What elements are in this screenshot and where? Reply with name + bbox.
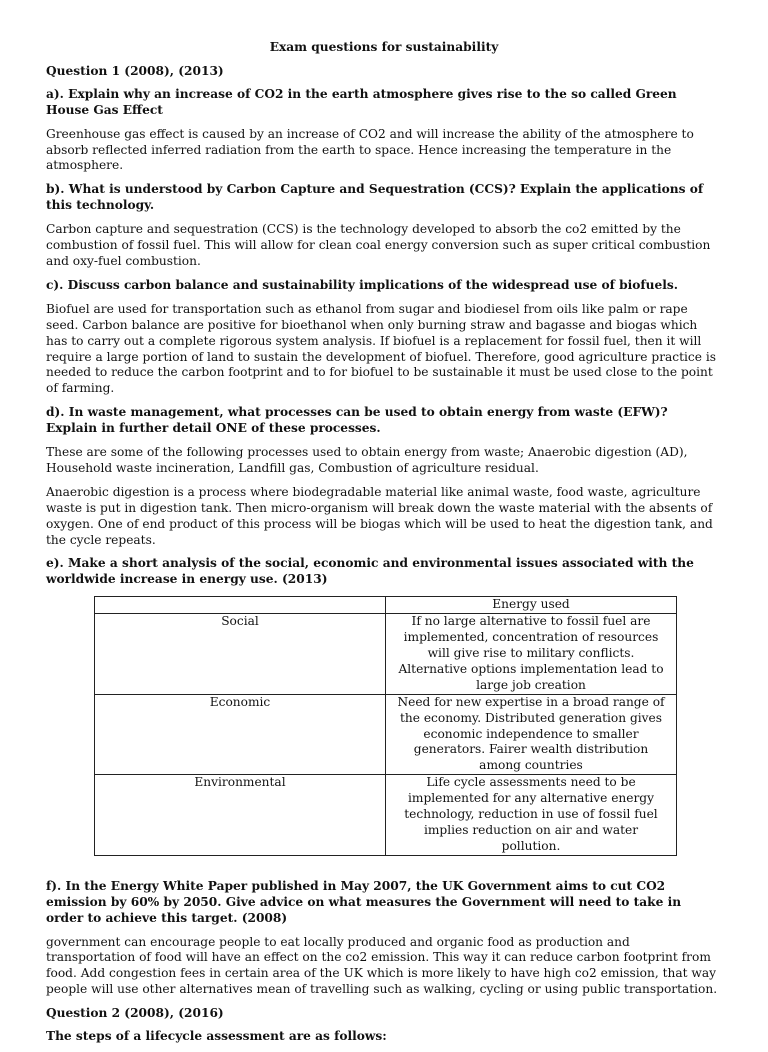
table-header-row — [95, 597, 677, 614]
document-title: Exam questions for sustainability — [269, 40, 499, 54]
table-row-text: If no large alternative to fossil fuel are implemented, concentration of resources will give rise to military conflicts. Alternative options implementation lead to large job creation — [386, 614, 677, 695]
table-row-label: Environmental — [95, 775, 386, 856]
table-row-text: Need for new expertise in a broad range of the economy. Distributed generation gives economic independence to smaller generators. Fairer wealth distribution among countries — [386, 694, 677, 775]
table-header-energy-used: Energy used — [386, 597, 677, 614]
question-1a: a). Explain why an increase of CO2 in the earth atmosphere gives rise to the so called Green House Gas Effect — [46, 86, 677, 117]
table-row-text: Life cycle assessments need to be implemented for any alternative energy technology, reduction in use of fossil fuel implies reduction on air and water pollution. — [386, 775, 677, 856]
answer-1f: government can encourage people to eat locally produced and organic food as production and transportation of food will have an effect on the co2 emission. This way it can reduce carbon footprint from food. Add congestion fees in certain area of the UK which is more likely to have high co2 emission, that way people will use other alternatives mean of travelling such as walking, cycling or using public transportation. — [46, 934, 718, 997]
table-header-empty — [95, 597, 386, 614]
document-page — [46, 40, 722, 1052]
table-row — [95, 614, 677, 695]
table-row-label: Social — [95, 614, 386, 695]
question-1f: f). In the Energy White Paper published in May 2007, the UK Government aims to cut CO2 emission by 60% by 2050. Give advice on what measures the Government will need to take in order to achieve this target. (2008) — [46, 878, 682, 925]
table-spacer — [46, 856, 722, 879]
question-1d: d). In waste management, what processes can be used to obtain energy from waste (EFW)? Explain in further detail ONE of these processes. — [46, 405, 668, 436]
question-1b: b). What is understood by Carbon Capture and Sequestration (CCS)? Explain the applications of this technology. — [46, 182, 704, 213]
table-row — [95, 694, 677, 775]
answer-1d-part-1: These are some of the following processes used to obtain energy from waste; Anaerobic digestion (AD), Household waste incineration, Landfill gas, Combustion of agriculture residual. — [46, 445, 688, 475]
answer-1c: Biofuel are used for transportation such as ethanol from sugar and biodiesel from oils like palm or rape seed. Carbon balance are positive for bioethanol when only burning straw and bagasse and biogas which has to carry out a complete rigorous system analysis. If biofuel is a replacement for fossil fuel, then it will require a large portion of land to sustain the development of biofuel. Therefore, good agriculture practice is needed to reduce the carbon footprint and to for biofuel to be sustainable it must be used close to the point of farming. — [46, 301, 716, 396]
answer-1a: Greenhouse gas effect is caused by an increase of CO2 and will increase the ability of the atmosphere to absorb reflected inferred radiation from the earth to space. Hence increasing the temperature in the atmosphere. — [46, 126, 694, 173]
question-2-heading: Question 2 (2008), (2016) — [46, 1006, 224, 1021]
question-1-heading: Question 1 (2008), (2013) — [46, 63, 224, 78]
answer-1d-part-2: Anaerobic digestion is a process where biodegradable material like animal waste, food waste, agriculture waste is put in digestion tank. Then micro-organism will break down the waste material with the absents of oxygen. One of end product of this process will be biogas which will be used to heat the digestion tank, and the cycle repeats. — [46, 484, 713, 547]
energy-issues-table — [94, 596, 677, 856]
question-1e: e). Make a short analysis of the social, economic and environmental issues associated with the worldwide increase in energy use. (2013) — [46, 556, 694, 587]
answer-1b: Carbon capture and sequestration (CCS) is the technology developed to absorb the co2 emitted by the combustion of fossil fuel. This will allow for clean coal energy conversion such as super critical combustion and oxy-fuel combustion. — [46, 222, 711, 268]
lifecycle-steps-heading: The steps of a lifecycle assessment are as follows: — [46, 1029, 387, 1044]
table-row — [95, 775, 677, 856]
table-row-label: Economic — [95, 694, 386, 775]
question-1c: c). Discuss carbon balance and sustainability implications of the widespread use of biofuels. — [46, 277, 678, 292]
